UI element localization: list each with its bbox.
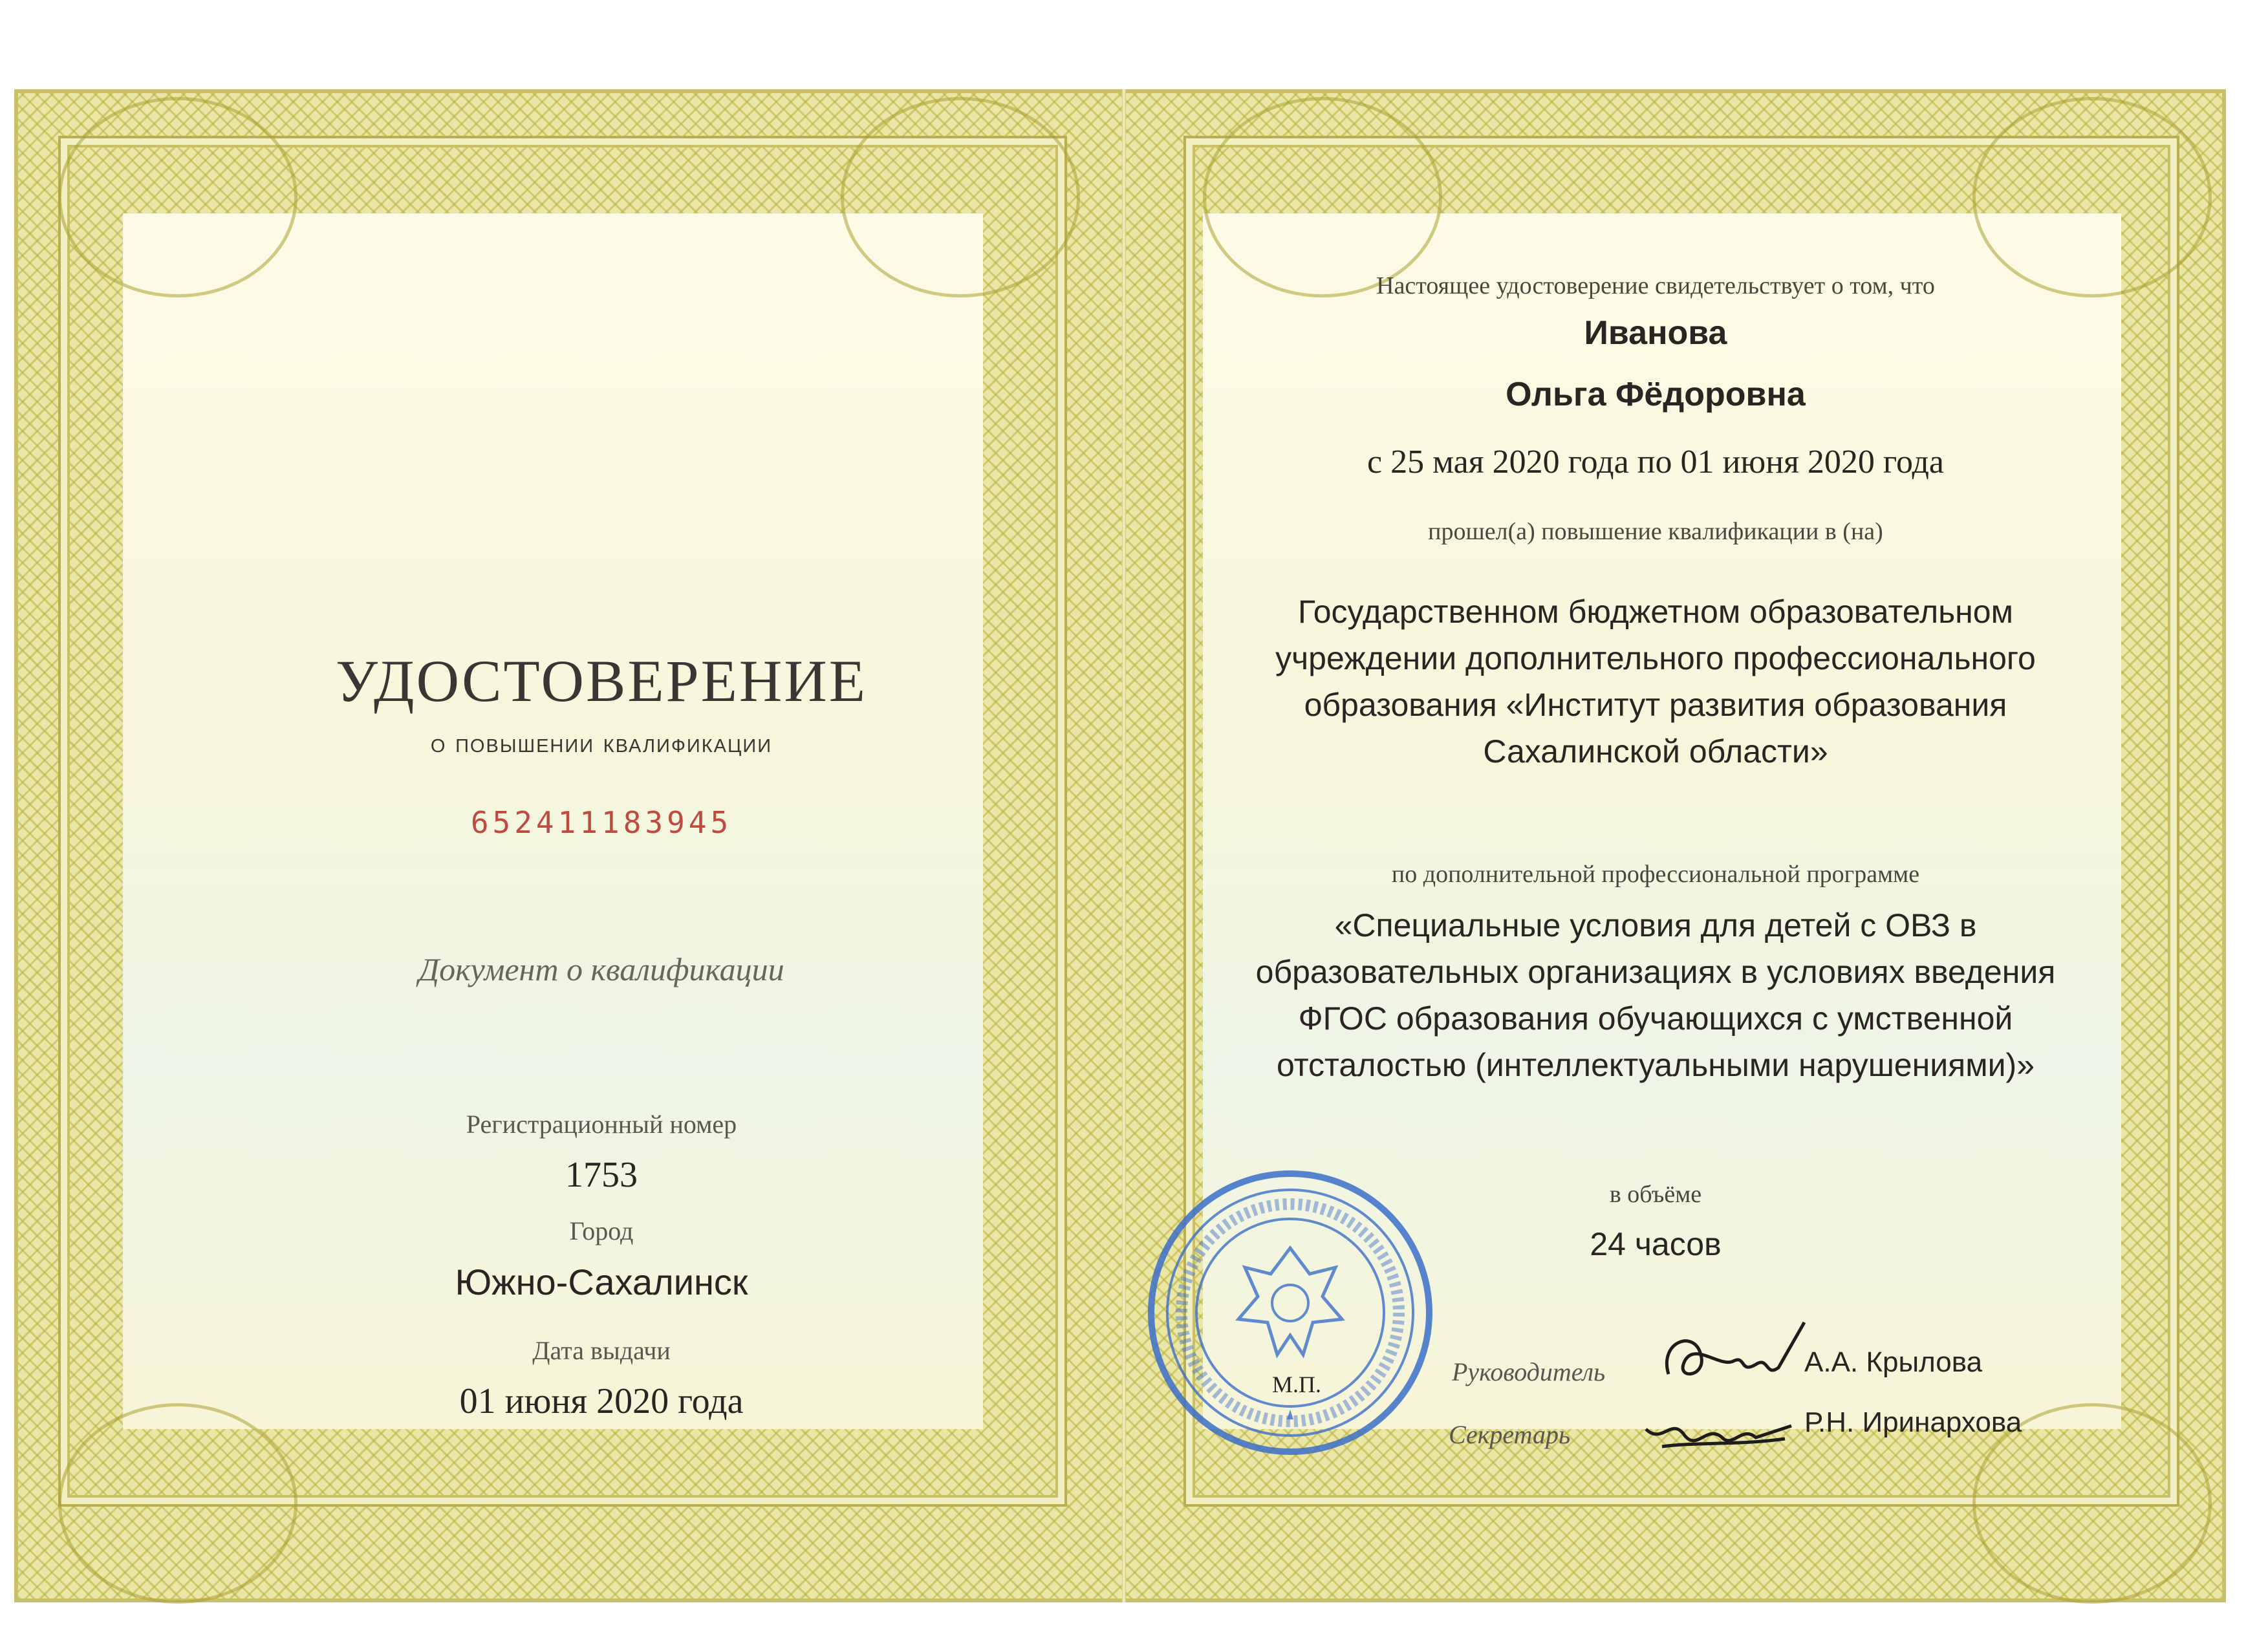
- passed-label: прошел(а) повышение квалификации в (на): [1428, 518, 1883, 545]
- training-period: с 25 мая 2020 года по 01 июня 2020 года: [1366, 444, 1945, 480]
- secretary-signature: [1636, 1406, 1804, 1465]
- center-fold: [1122, 89, 1126, 1602]
- ornament-bottom-left: [58, 1403, 297, 1604]
- stamp-label: М.П.: [1271, 1372, 1321, 1397]
- program-label: по дополнительной профессиональной программе: [1391, 861, 1920, 888]
- registration-number: 1753: [565, 1155, 638, 1195]
- ornament-top-left: [58, 97, 297, 297]
- institution-name: [1203, 588, 2108, 775]
- program-line: «Специальные условия для детей с ОВЗ в: [1334, 907, 1977, 943]
- program-name: [1203, 902, 2108, 1088]
- certificate-title: УДОСТОВЕРЕНИЕ: [336, 648, 867, 714]
- given-names: Ольга Фёдоровна: [1506, 376, 1806, 413]
- program-line: отсталостью (интеллектуальными нарушениями)»: [1277, 1047, 2035, 1083]
- program-line: образовательных организациях в условиях введения: [1255, 954, 2056, 990]
- director-role: Руководитель: [1452, 1357, 1606, 1386]
- registration-label: Регистрационный номер: [466, 1110, 737, 1139]
- secretary-role: Секретарь: [1449, 1420, 1571, 1449]
- ornament-top-left-right-page: [1203, 97, 1442, 297]
- ornament-top-right-right-page: [1972, 97, 2212, 297]
- institution-line: учреждении дополнительного профессионального: [1275, 640, 2036, 676]
- document-type: Документ о квалификации: [418, 951, 784, 987]
- director-signature: [1656, 1316, 1824, 1406]
- serial-number: 652411183945: [470, 805, 733, 840]
- director-name: А.А. Крылова: [1804, 1346, 1983, 1378]
- city: Южно-Сахалинск: [455, 1262, 748, 1302]
- city-label: Город: [569, 1216, 634, 1245]
- ornament-top-right: [841, 97, 1080, 297]
- institution-line: Государственном бюджетном образовательном: [1298, 594, 2013, 630]
- surname: Иванова: [1584, 314, 1727, 352]
- issue-date: 01 июня 2020 года: [459, 1381, 744, 1421]
- certificate-subtitle: о повышении квалификации: [430, 727, 773, 758]
- institution-line: образования «Институт развития образования: [1304, 687, 2007, 723]
- program-line: ФГОС образования обучающихся с умственной: [1298, 1000, 2013, 1037]
- secretary-name: Р.Н. Иринархова: [1804, 1406, 2022, 1438]
- issue-date-label: Дата выдачи: [532, 1336, 671, 1365]
- intro-text: Настоящее удостоверение свидетельствует о том, что: [1376, 272, 1935, 299]
- volume-hours: 24 часов: [1590, 1226, 1722, 1262]
- institution-line: Сахалинской области»: [1483, 733, 1828, 770]
- official-stamp: [1141, 1164, 1439, 1461]
- volume-label: в объёме: [1609, 1181, 1702, 1208]
